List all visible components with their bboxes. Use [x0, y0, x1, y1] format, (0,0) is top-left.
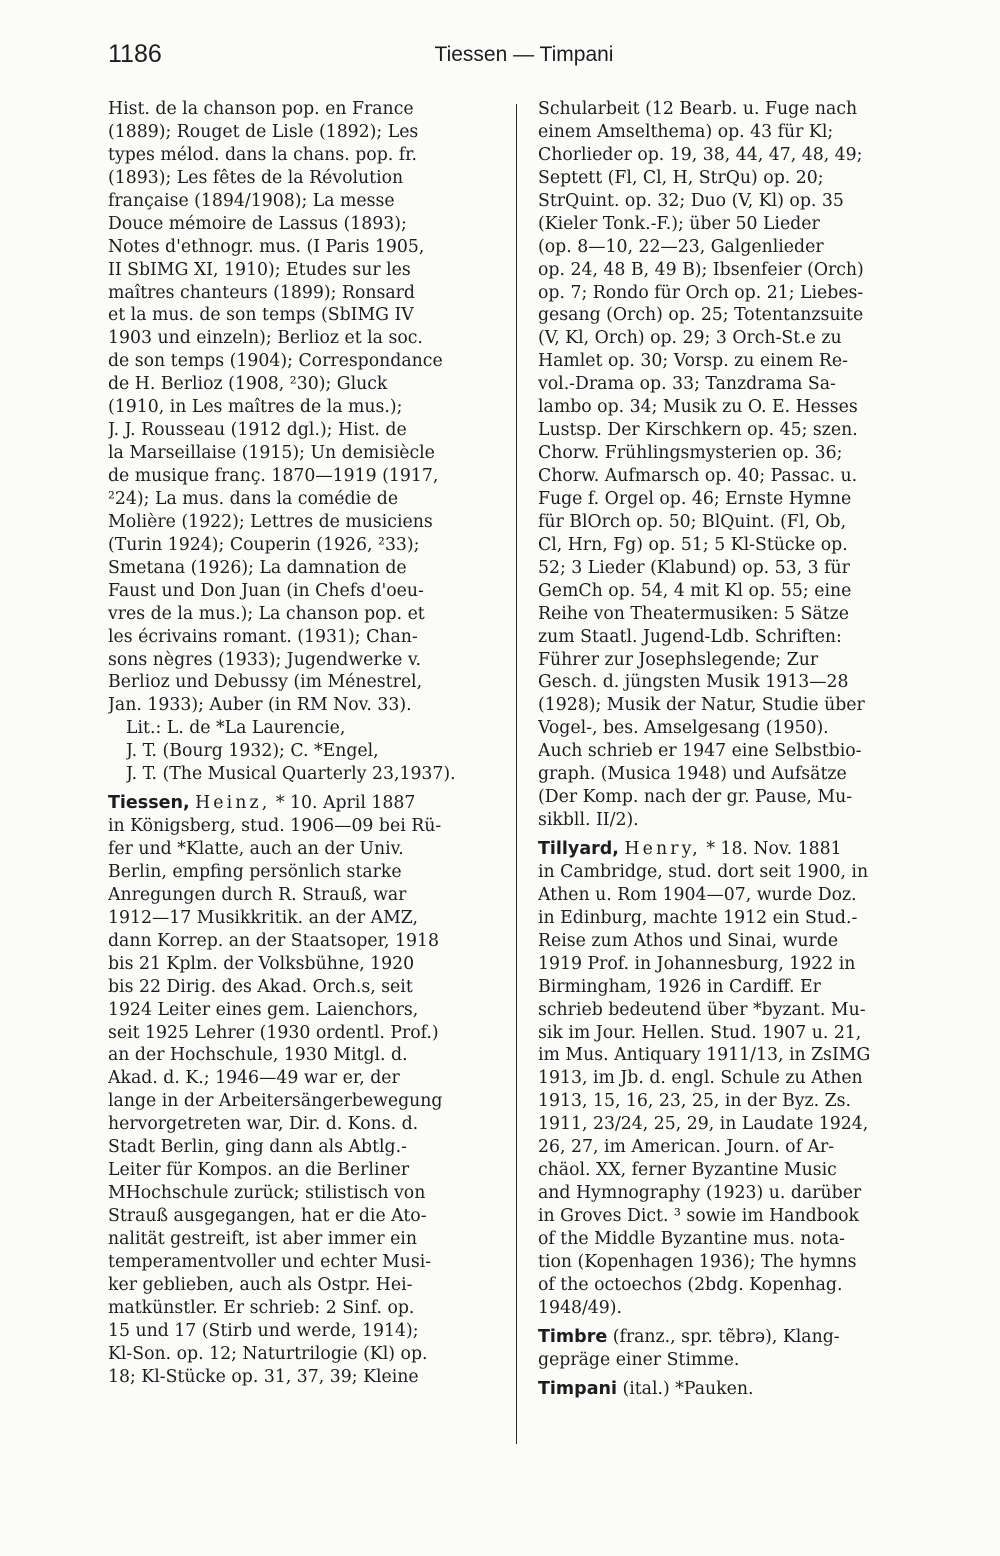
text-line: tion (Kopenhagen 1936); The hymns	[538, 1251, 857, 1272]
text-line: MHochschule zurück; stilistisch von	[108, 1183, 426, 1204]
text-line: in Königsberg, stud. 1906—09 bei Rü-	[108, 816, 442, 837]
text-line: de son temps (1904); Correspondance	[108, 351, 443, 372]
text-line: Birmingham, 1926 in Cardiff. Er	[538, 976, 821, 997]
text-line: für BlOrch op. 50; BlQuint. (Fl, Ob,	[538, 511, 847, 532]
text-line: in Cambridge, stud. dort seit 1900, in	[538, 861, 869, 882]
text-line: Berlin, empfing persönlich starke	[108, 861, 402, 882]
text-line: ker geblieben, auch als Ostpr. Hei-	[108, 1274, 413, 1295]
text-line: (1910, in Les maîtres de la mus.);	[108, 397, 403, 418]
entry-body	[538, 98, 942, 832]
entry-tiessen-continued	[538, 98, 942, 832]
text-line: Lustsp. Der Kirschkern op. 45; szen.	[538, 420, 858, 441]
text-line: lange in der Arbeitersängerbewegung	[108, 1091, 443, 1112]
entry-headword: Tiessen,	[108, 793, 190, 814]
text-line: Reihe von Theatermusiken: 5 Sätze	[538, 603, 849, 624]
text-line: Vogel-, bes. Amselgesang (1950).	[538, 718, 829, 739]
text-line: Anregungen durch R. Strauß, war	[108, 884, 407, 905]
text-line: 1919 Prof. in Johannesburg, 1922 in	[538, 953, 856, 974]
column-divider	[516, 104, 517, 1444]
page-header	[108, 40, 940, 76]
text-line: 15 und 17 (Stirb und werde, 1914);	[108, 1320, 419, 1341]
text-line: la Marseillaise (1915); Un demisiècle	[108, 443, 435, 464]
text-line: Chorw. Frühlingsmysterien op. 36;	[538, 443, 843, 464]
text-line: Notes d'ethnogr. mus. (I Paris 1905,	[108, 236, 425, 257]
text-line: Chorw. Aufmarsch op. 40; Passac. u.	[538, 466, 858, 486]
text-line: of the Middle Byzantine mus. nota-	[538, 1228, 845, 1249]
text-line: Schularbeit (12 Bearb. u. Fuge nach	[538, 99, 858, 119]
text-line: (1893); Les fêtes de la Révolution	[108, 167, 404, 188]
entry-text: (franz., spr. tẽbrə), Klang-	[612, 1326, 840, 1347]
given-name: Henry,	[624, 839, 701, 859]
text-line: (V, Kl, Orch) op. 29; 3 Orch-St.e zu	[538, 328, 842, 349]
text-line: einem Amselthema) op. 43 für Kl;	[538, 121, 834, 142]
text-line: schrieb bedeutend über *byzant. Mu-	[538, 999, 866, 1020]
text-line: Cl, Hrn, Fg) op. 51; 5 Kl-Stücke op.	[538, 534, 848, 555]
given-name: Heinz,	[195, 793, 271, 814]
entry-first-line	[108, 792, 510, 815]
entry-text-line: gepräge einer Stimme.	[538, 1349, 740, 1370]
text-line: J. T. (The Musical Quarterly 23,1937).	[126, 764, 456, 785]
entry-headword: Timbre	[538, 1326, 608, 1347]
text-line: Strauß ausgegangen, hat er die Ato-	[108, 1206, 427, 1226]
entry-first-line	[538, 838, 942, 861]
text-line: ²24); La mus. dans la comédie de	[108, 488, 399, 509]
entry-headword: Tillyard,	[538, 839, 619, 859]
text-line: de musique franç. 1870—1919 (1917,	[108, 466, 439, 486]
text-line: GemCh op. 54, 4 mit Kl op. 55; eine	[538, 580, 852, 601]
text-line: hervorgetreten war, Dir. d. Kons. d.	[108, 1114, 419, 1135]
text-line: Faust und Don Juan (in Chefs d'oeu-	[108, 580, 424, 601]
text-line: Douce mémoire de Lassus (1893);	[108, 213, 407, 234]
entry-timpani	[538, 1378, 942, 1401]
birth-date: * 10. April 1887	[275, 793, 416, 814]
text-line: op. 7; Rondo für Orch op. 21; Liebes-	[538, 282, 864, 303]
text-line: sik im Jour. Hellen. Stud. 1907 u. 21,	[538, 1022, 862, 1043]
text-line: Reise zum Athos und Sinai, wurde	[538, 930, 839, 951]
text-line: (op. 8—10, 22—23, Galgenlieder	[538, 236, 824, 257]
text-line: Hamlet op. 30; Vorsp. zu einem Re-	[538, 351, 848, 372]
text-line: maîtres chanteurs (1899); Ronsard	[108, 282, 415, 303]
text-line: Auch schrieb er 1947 eine Selbstbio-	[538, 741, 862, 762]
entry-headword: Timpani	[538, 1378, 617, 1399]
text-line: Molière (1922); Lettres de musiciens	[108, 511, 433, 532]
text-line: nalität gestreift, ist aber immer ein	[108, 1228, 417, 1249]
page-number: 1186	[108, 40, 162, 68]
text-line: Leiter für Kompos. an die Berliner	[108, 1160, 410, 1181]
text-line: Jan. 1933); Auber (in RM Nov. 33).	[108, 695, 412, 716]
literature-reference	[108, 717, 510, 786]
text-line: (Kieler Tonk.-F.); über 50 Lieder	[538, 213, 820, 234]
text-line: Smetana (1926); La damnation de	[108, 557, 407, 578]
text-line: of the octoechos (2bdg. Kopenhag.	[538, 1274, 843, 1295]
text-line: 1913, 15, 16, 23, 25, in der Byz. Zs.	[538, 1091, 851, 1112]
entry-tillyard	[538, 838, 942, 1320]
text-line: StrQuint. op. 32; Duo (V, Kl) op. 35	[538, 190, 844, 211]
text-line: chäol. XX, ferner Byzantine Music	[538, 1160, 837, 1181]
text-line: 1913, im Jb. d. engl. Schule zu Athen	[538, 1068, 863, 1089]
text-line: bis 22 Dirig. des Akad. Orch.s, seit	[108, 976, 413, 997]
text-line: II SbIMG XI, 1910); Etudes sur les	[108, 259, 411, 280]
text-line: Hist. de la chanson pop. en France	[108, 99, 414, 119]
text-line: dann Korrep. an der Staatsoper, 1918	[108, 930, 439, 951]
text-line: (1928); Musik der Natur, Studie über	[538, 695, 865, 716]
text-line: vol.-Drama op. 33; Tanzdrama Sa-	[538, 374, 836, 395]
text-line: seit 1925 Lehrer (1930 ordentl. Prof.)	[108, 1022, 439, 1043]
text-line: matkünstler. Er schrieb: 2 Sinf. op.	[108, 1297, 415, 1318]
text-line: 1911, 23/24, 25, 29, in Laudate 1924,	[538, 1114, 869, 1135]
text-line: Chorlieder op. 19, 38, 44, 47, 48, 49;	[538, 144, 863, 165]
entry-body	[108, 98, 510, 717]
text-line: in Edinburg, machte 1912 ein Stud.-	[538, 907, 858, 928]
text-line: (Der Komp. nach der gr. Pause, Mu-	[538, 787, 853, 808]
text-line: types mélod. dans la chans. pop. fr.	[108, 144, 417, 165]
text-line: 1948/49).	[538, 1297, 623, 1318]
text-line: Athen u. Rom 1904—07, wurde Doz.	[538, 884, 857, 905]
text-line: fer und *Klatte, auch an der Univ.	[108, 839, 404, 859]
text-line: Lit.: L. de *La Laurencie,	[126, 718, 346, 739]
text-line: lambo op. 34; Musik zu O. E. Hesses	[538, 397, 858, 418]
right-column	[538, 98, 942, 1407]
entry-body	[538, 861, 942, 1320]
entry-tiersot-continued	[108, 98, 510, 786]
text-line: Stadt Berlin, ging dann als Abtlg.-	[108, 1137, 407, 1158]
running-head: Tiessen — Timpani	[434, 43, 614, 66]
entry-first-line	[538, 1326, 942, 1349]
text-line: et la mus. de son temps (SbIMG IV	[108, 305, 414, 326]
text-line: op. 24, 48 B, 49 B); Ibsenfeier (Orch)	[538, 259, 864, 280]
text-line: Akad. d. K.; 1946—49 war er, der	[108, 1068, 400, 1089]
text-line: bis 21 Kplm. der Volksbühne, 1920	[108, 953, 415, 974]
text-line: vres de la mus.); La chanson pop. et	[108, 603, 425, 624]
text-line: (1889); Rouget de Lisle (1892); Les	[108, 121, 419, 142]
text-line: J. J. Rousseau (1912 dgl.); Hist. de	[108, 420, 407, 441]
text-line: Septett (Fl, Cl, H, StrQu) op. 20;	[538, 167, 824, 188]
entry-first-line	[538, 1378, 942, 1401]
text-line: les écrivains romant. (1931); Chan-	[108, 626, 418, 647]
text-line: française (1894/1908); La messe	[108, 190, 395, 211]
birth-date: * 18. Nov. 1881	[706, 839, 842, 859]
text-line: 1912—17 Musikkritik. an der AMZ,	[108, 907, 418, 928]
text-line: sons nègres (1933); Jugendwerke v.	[108, 649, 422, 670]
text-line: de H. Berlioz (1908, ²30); Gluck	[108, 374, 388, 395]
text-line: and Hymnography (1923) u. darüber	[538, 1183, 862, 1204]
text-line: 52; 3 Lieder (Klabund) op. 53, 3 für	[538, 557, 850, 578]
text-line: J. T. (Bourg 1932); C. *Engel,	[126, 741, 379, 762]
text-line: Gesch. d. jüngsten Musik 1913—28	[538, 672, 849, 693]
text-line: 26, 27, im American. Journ. of Ar-	[538, 1137, 835, 1158]
text-line: Fuge f. Orgel op. 46; Ernste Hymne	[538, 488, 852, 509]
text-line: sikbll. II/2).	[538, 810, 639, 831]
left-column	[108, 98, 510, 1395]
entry-text: (ital.) *Pauken.	[622, 1378, 754, 1399]
text-line: 1924 Leiter eines gem. Laienchors,	[108, 999, 419, 1020]
text-line: im Mus. Antiquary 1911/13, in ZsIMG	[538, 1045, 871, 1066]
text-line: graph. (Musica 1948) und Aufsätze	[538, 764, 847, 785]
text-line: Kl-Son. op. 12; Naturtrilogie (Kl) op.	[108, 1343, 428, 1364]
text-line: in Groves Dict. ³ sowie im Handbook	[538, 1206, 860, 1226]
text-line: (Turin 1924); Couperin (1926, ²33);	[108, 534, 420, 555]
entry-timbre	[538, 1326, 942, 1372]
text-line: an der Hochschule, 1930 Mitgl. d.	[108, 1045, 408, 1066]
entry-tiessen	[108, 792, 510, 1388]
text-line: zum Staatl. Jugend-Ldb. Schriften:	[538, 626, 842, 647]
text-line: gesang (Orch) op. 25; Totentanzsuite	[538, 305, 864, 326]
text-line: temperamentvoller und echter Musi-	[108, 1251, 432, 1272]
text-line: Berlioz und Debussy (im Ménestrel,	[108, 672, 423, 693]
text-line: 18; Kl-Stücke op. 31, 37, 39; Kleine	[108, 1366, 419, 1387]
text-line: Führer zur Josephslegende; Zur	[538, 649, 819, 670]
text-line: 1903 und einzeln); Berlioz et la soc.	[108, 328, 423, 349]
entry-body	[108, 815, 510, 1388]
